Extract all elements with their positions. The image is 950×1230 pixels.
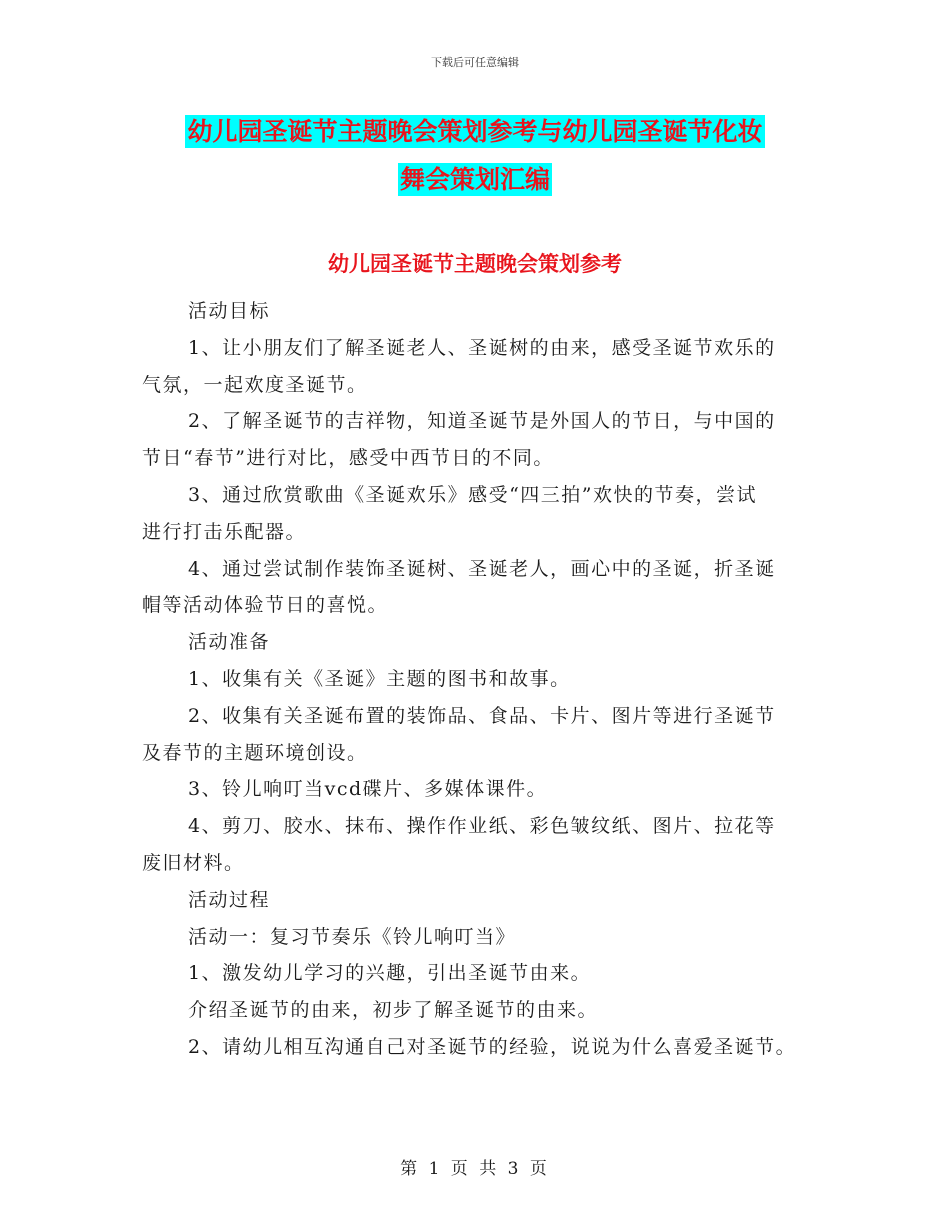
- body-line: 及春节的主题环境创设。: [142, 741, 368, 764]
- document-title-line-2: 舞会策划汇编: [399, 165, 550, 194]
- body-line: 2、了解圣诞节的吉祥物，知道圣诞节是外国人的节日，与中国的: [188, 410, 776, 433]
- body-line: 活动一：复习节奏乐《铃儿响叮当》: [188, 925, 517, 948]
- body-line: 废旧材料。: [142, 851, 245, 874]
- body-line: 4、剪刀、胶水、抹布、操作作业纸、彩色皱纹纸、图片、拉花等: [188, 815, 776, 838]
- body-line: 活动过程: [188, 888, 271, 911]
- body-line: 2、收集有关圣诞布置的装饰品、食品、卡片、图片等进行圣诞节: [188, 704, 776, 727]
- document-body: [142, 293, 812, 1066]
- body-line: 2、请幼儿相互沟通自己对圣诞节的经验，说说为什么喜爱圣诞节。: [188, 1035, 797, 1058]
- body-line: 节日“春节”进行对比，感受中西节日的不同。: [142, 447, 554, 470]
- document-title-line-1: 幼儿园圣诞节主题晚会策划参考与幼儿园圣诞节化妆: [187, 117, 763, 146]
- body-line: 气氛，一起欢度圣诞节。: [142, 373, 368, 396]
- body-line: 3、通过欣赏歌曲《圣诞欢乐》感受“四三拍”欢快的节奏，尝试: [188, 483, 758, 506]
- body-line: 3、铃儿响叮当vcd碟片、多媒体课件。: [188, 778, 548, 801]
- body-line: 介绍圣诞节的由来，初步了解圣诞节的由来。: [188, 999, 599, 1022]
- header-note: 下载后可任意编辑: [431, 56, 519, 69]
- body-line: 1、让小朋友们了解圣诞老人、圣诞树的由来，感受圣诞节欢乐的: [188, 336, 776, 359]
- body-line: 1、激发幼儿学习的兴趣，引出圣诞节由来。: [188, 962, 592, 985]
- body-line: 4、通过尝试制作装饰圣诞树、圣诞老人，画心中的圣诞，折圣诞: [188, 557, 776, 580]
- body-line: 活动目标: [188, 300, 271, 322]
- document-title: [0, 108, 950, 204]
- body-line: 进行打击乐配器。: [142, 520, 307, 543]
- body-line: 活动准备: [188, 631, 271, 654]
- body-line: 1、收集有关《圣诞》主题的图书和故事。: [188, 667, 571, 690]
- section-title: 幼儿园圣诞节主题晚会策划参考: [328, 252, 622, 276]
- page-footer: 第 1 页 共 3 页: [400, 1159, 550, 1179]
- body-line: 帽等活动体验节日的喜悦。: [142, 594, 389, 617]
